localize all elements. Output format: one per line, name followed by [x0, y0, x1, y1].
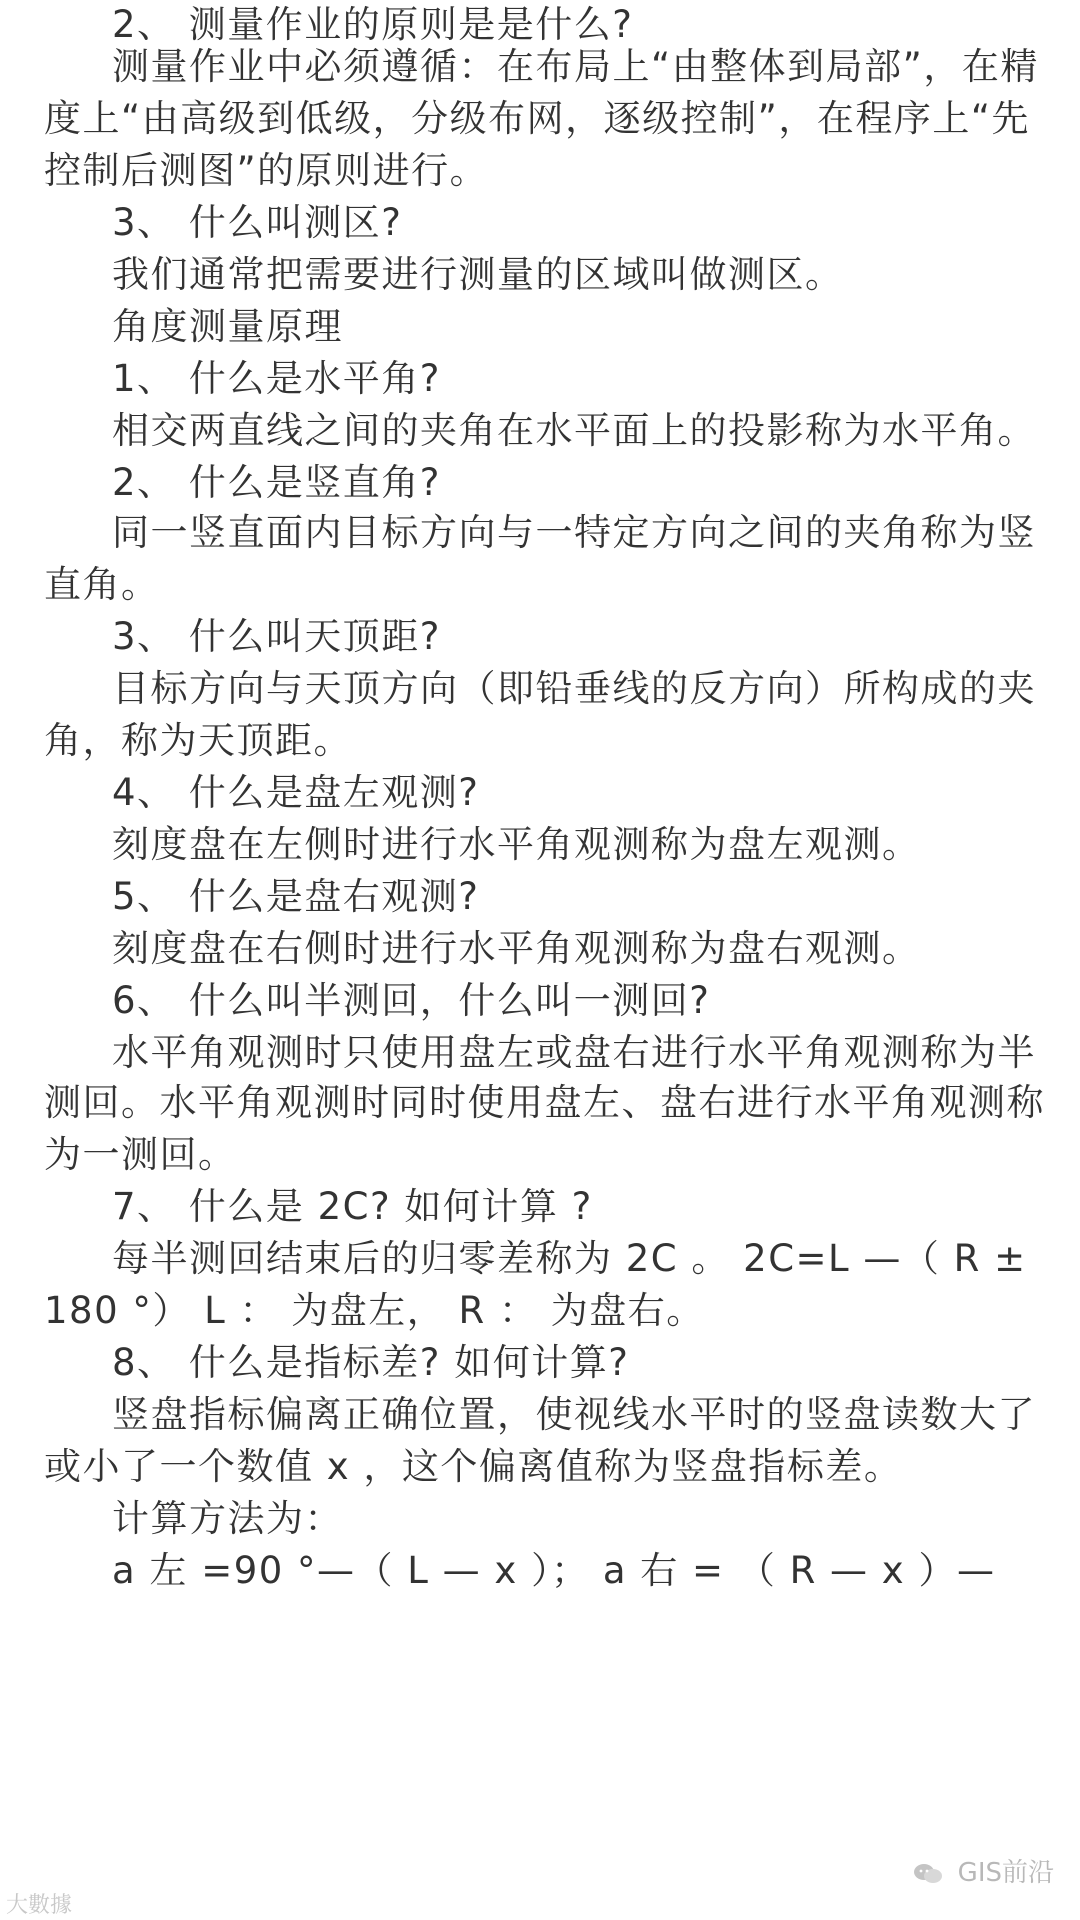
heading-q8-index-error: 8、 什么是指标差? 如何计算? — [112, 1341, 630, 1384]
paragraph-line: 或小了一个数值 x ，这个偏离值称为竖盘指标差。 — [44, 1445, 903, 1488]
paragraph-line: 同一竖直面内目标方向与一特定方向之间的夹角称为竖 — [112, 511, 1036, 554]
heading-q3-survey-area: 3、 什么叫测区? — [112, 201, 403, 244]
paragraph-line: 180 °） L ： 为盘左， R ： 为盘右。 — [44, 1289, 705, 1332]
paragraph-line: 角，称为天顶距。 — [44, 719, 352, 762]
paragraph-line: 为一测回。 — [44, 1133, 237, 1176]
heading-q7-2c: 7、 什么是 2C? 如何计算 ? — [112, 1185, 593, 1228]
paragraph-line: 刻度盘在右侧时进行水平角观测称为盘右观测。 — [112, 927, 921, 970]
heading-q3-zenith-distance: 3、 什么叫天顶距? — [112, 615, 441, 658]
paragraph-line: 直角。 — [44, 563, 160, 606]
heading-q5-face-right: 5、 什么是盘右观测? — [112, 875, 480, 918]
paragraph-line: 测量作业中必须遵循：在布局上“由整体到局部”，在精 — [112, 45, 1039, 88]
paragraph-line: 刻度盘在左侧时进行水平角观测称为盘左观测。 — [112, 823, 921, 866]
heading-q2-principle: 2、 测量作业的原则是是什么? — [112, 3, 634, 46]
paragraph-line: 度上“由高级到低级，分级布网，逐级控制”，在程序上“先 — [44, 97, 1031, 140]
paragraph-line: 每半测回结束后的归零差称为 2C 。 2C=L —（ R ± — [112, 1237, 1027, 1280]
watermark-left-text: 大數據 — [6, 1893, 73, 1918]
paragraph-line: 计算方法为： — [112, 1497, 343, 1540]
formula-line: a 左 =90 °—（ L — x ）； a 右 = （ R — x ）— — [112, 1549, 996, 1592]
paragraph-line: 我们通常把需要进行测量的区域叫做测区。 — [112, 253, 844, 296]
paragraph-line: 控制后测图”的原则进行。 — [44, 149, 489, 192]
wechat-icon — [913, 1863, 943, 1885]
heading-q4-face-left: 4、 什么是盘左观测? — [112, 771, 480, 814]
watermark-right — [913, 1852, 1054, 1889]
watermark-right-text: GIS前沿 — [957, 1858, 1054, 1888]
watermark-left — [6, 1888, 72, 1919]
paragraph-line: 相交两直线之间的夹角在水平面上的投影称为水平角。 — [112, 409, 1036, 452]
heading-q1-horizontal-angle: 1、 什么是水平角? — [112, 357, 441, 400]
paragraph-line: 竖盘指标偏离正确位置，使视线水平时的竖盘读数大了 — [112, 1393, 1036, 1436]
paragraph-line: 测回。水平角观测时同时使用盘左、盘右进行水平角观测称 — [44, 1081, 1045, 1124]
heading-q6-half-set: 6、 什么叫半测回，什么叫一测回? — [112, 979, 711, 1022]
section-heading-angle-measurement: 角度测量原理 — [112, 305, 343, 348]
paragraph-line: 目标方向与天顶方向（即铅垂线的反方向）所构成的夹 — [112, 667, 1036, 710]
paragraph-line: 水平角观测时只使用盘左或盘右进行水平角观测称为半 — [112, 1031, 1036, 1074]
heading-q2-vertical-angle: 2、 什么是竖直角? — [112, 461, 441, 504]
